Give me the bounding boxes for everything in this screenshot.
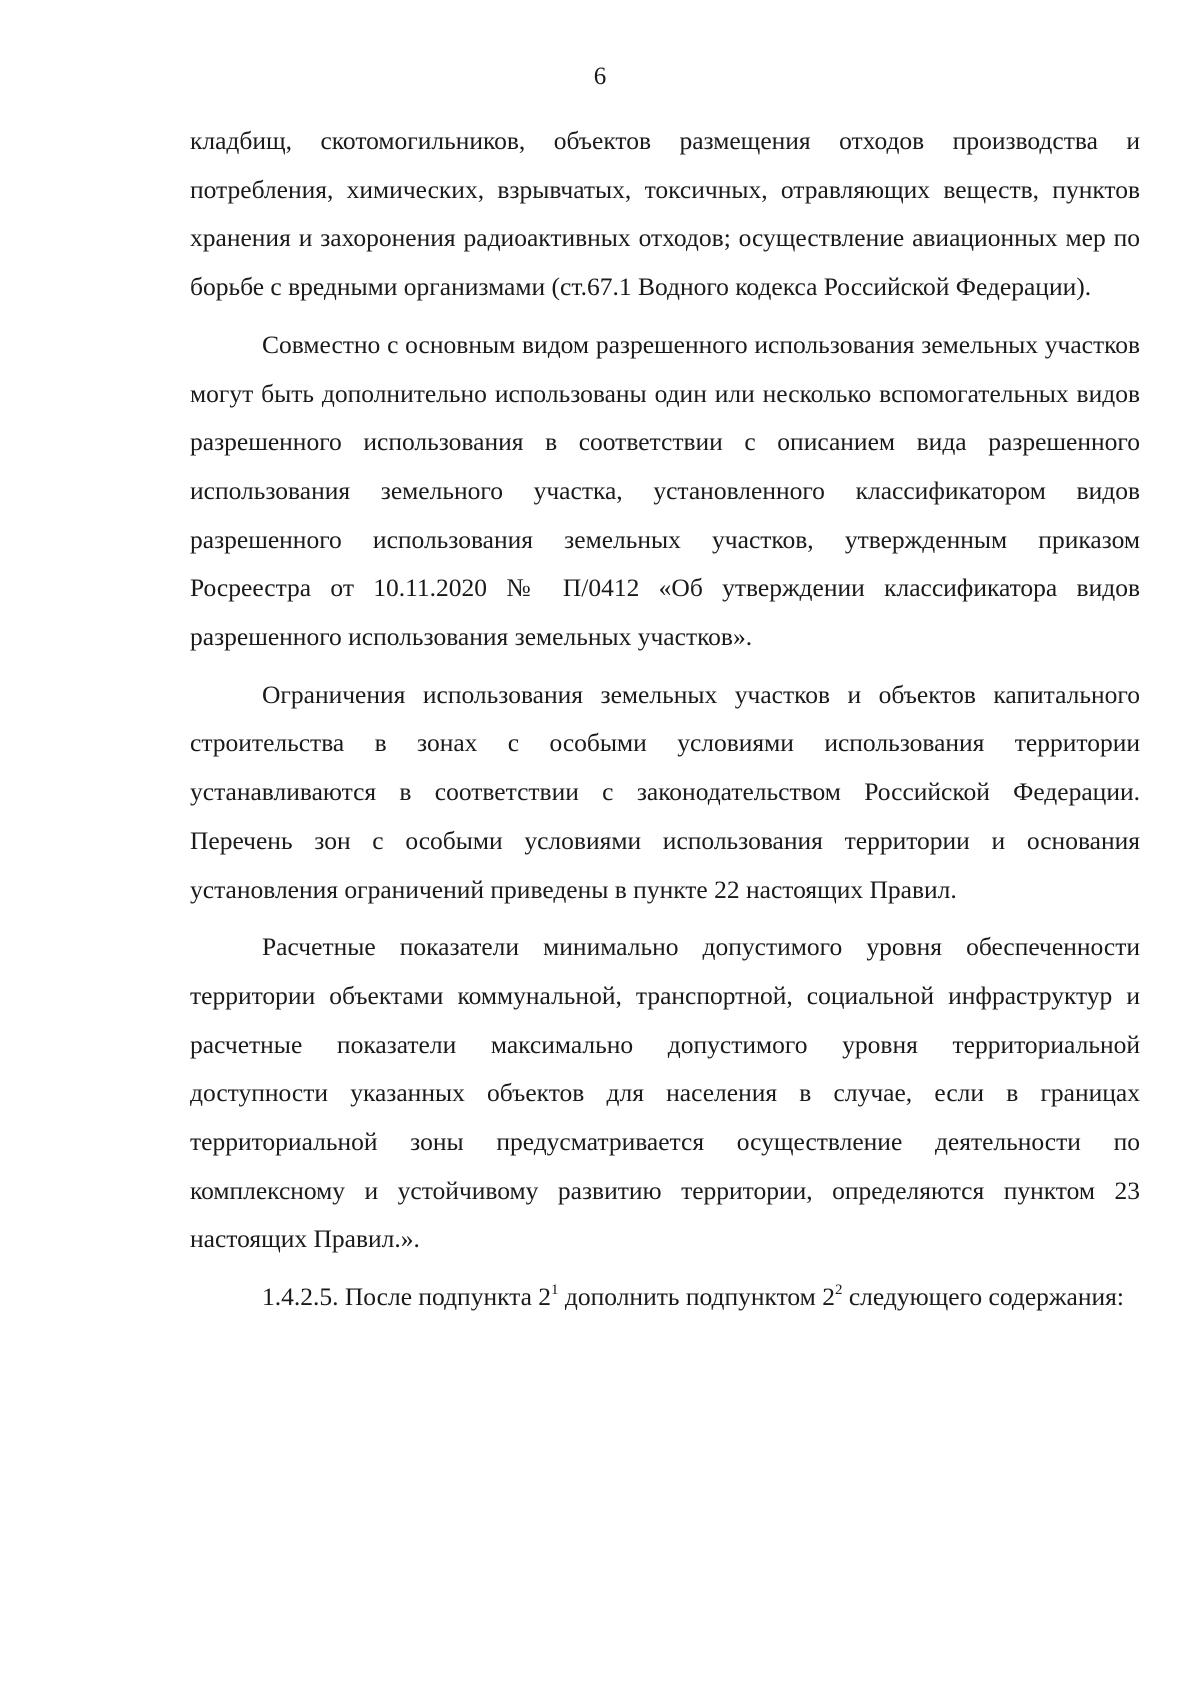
paragraph-4: Расчетные показатели минимально допустимого уровня обеспеченности территории объектами коммунальной, транспортной, социальной инфраструктур и расчетные показатели максимально допустимого уровня территориальной доступности указанных объектов для населения в случае, если в границах территориальной зоны предусматривается осуществление деятельности по комплексному и устойчивому развитию территории, определяются пунктом 23 настоящих Правил.». <box>190 932 1140 1254</box>
paragraph-1: кладбищ, скотомогильников, объектов размещения отходов производства и потребления, химических, взрывчатых, токсичных, отравляющих веществ, пунктов хранения и захоронения радиоактивных отходов; осуществление авиационных мер по борьбе с вредными организмами (ст.67.1 Водного кодекса Российской Федерации). <box>190 126 1140 302</box>
page-number: 6 <box>593 63 607 90</box>
superscript-2: 2 <box>834 1282 843 1299</box>
superscript-1: 1 <box>551 1282 559 1299</box>
paragraph-3: Ограничения использования земельных участков и объектов капитального строительства в зонах с особыми условиями использования территории устанавливаются в соответствии с законодательством Российской Федерации. Перечень зон с особыми условиями использования территории и основания установления ограничений приведены в пункте 22 настоящих Правил. <box>190 679 1140 904</box>
paragraph-5-part-1: 1.4.2.5. После подпункта 2 <box>262 1282 552 1312</box>
document-body <box>190 117 1140 1331</box>
paragraph-5 <box>190 1273 1140 1322</box>
paragraph-5-part-3: следующего содержания: <box>842 1282 1124 1312</box>
paragraph-5-part-2: дополнить подпунктом 2 <box>558 1282 835 1312</box>
paragraph-2: Совместно с основным видом разрешенного использования земельных участков могут быть дополнительно использованы один или несколько вспомогательных видов разрешенного использования в соответствии с описанием вида разрешенного использования земельного участка, установленного классификатором видов разрешенного использования земельных участков, утвержденным приказом Росреестра от 10.11.2020 № П/0412 «Об утверждении классификатора видов разрешенного использования земельных участков». <box>190 329 1140 652</box>
